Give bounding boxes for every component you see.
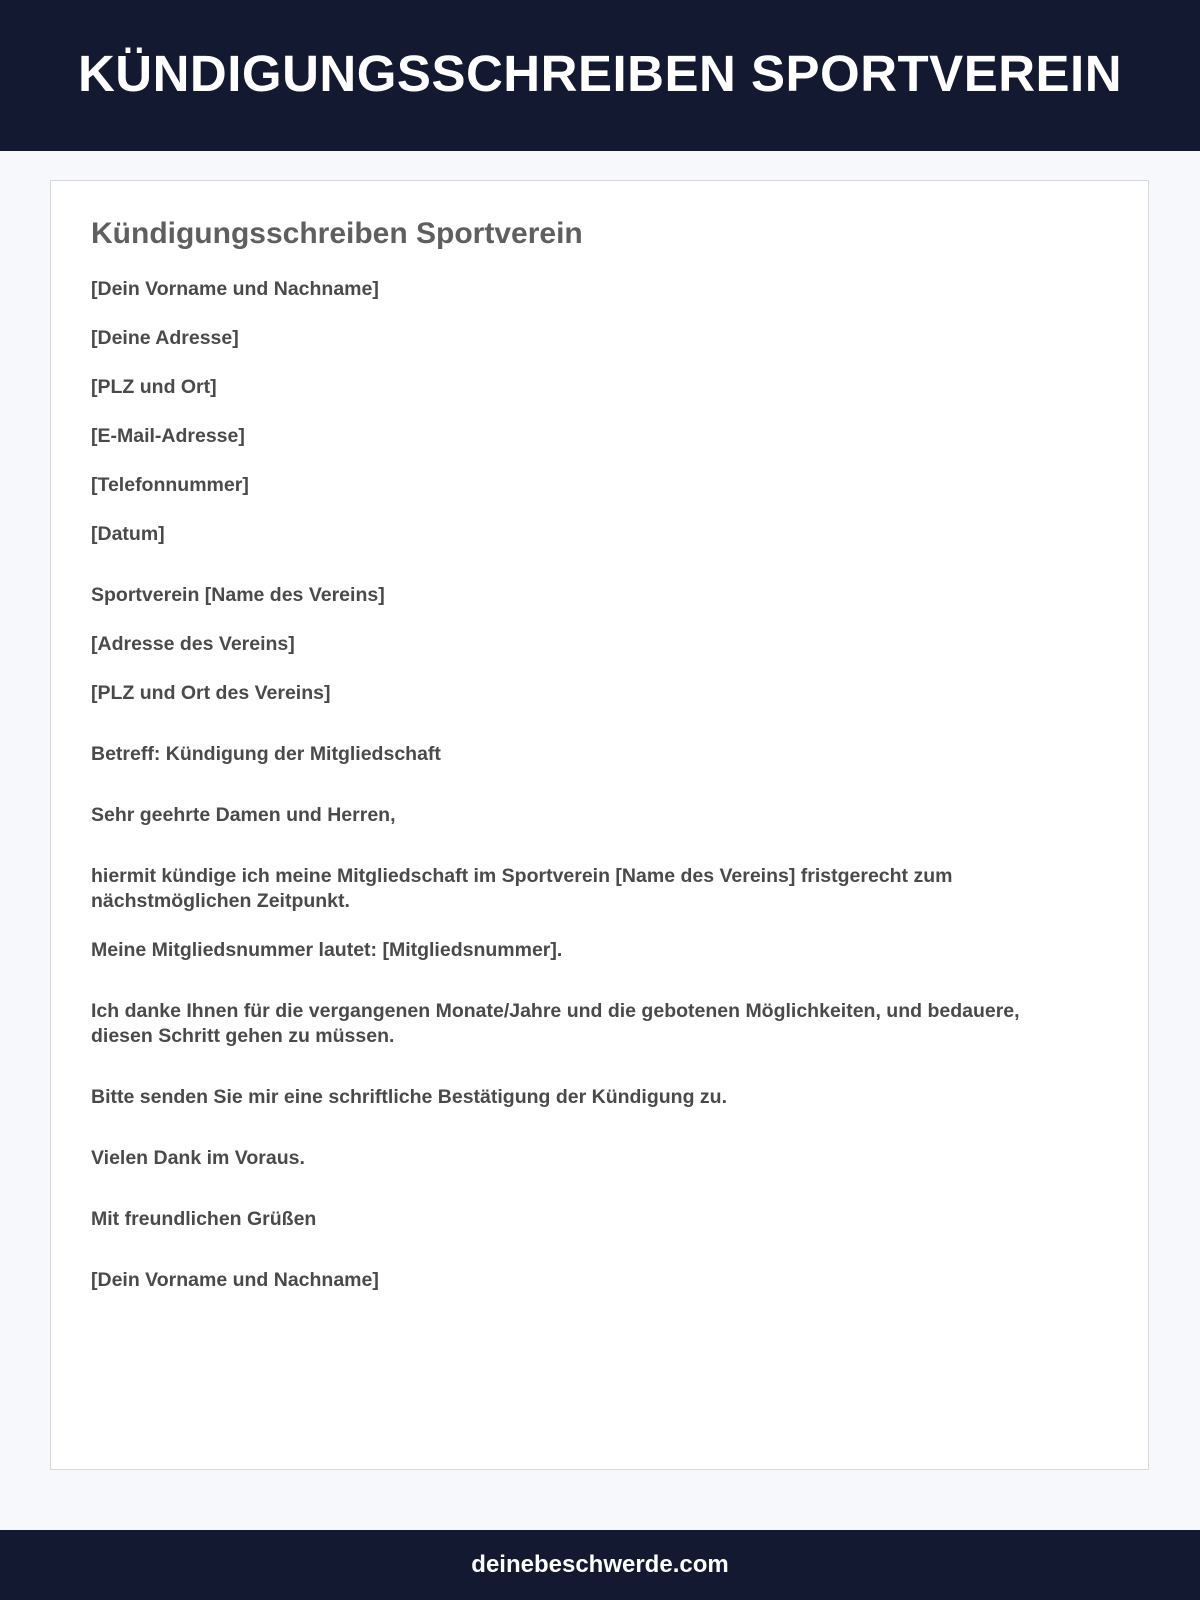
letter-closing: Mit freundlichen Grüßen [91, 1208, 317, 1230]
page-footer [0, 1530, 1200, 1600]
body-paragraph-3: Ich danke Ihnen für die vergangenen Monate/Jahre und die gebotenen Möglichkeiten, und bedauere, diesen Schritt gehen zu müssen. [91, 1000, 1020, 1047]
letter-subject: Betreff: Kündigung der Mitgliedschaft [91, 743, 441, 765]
letter-thanks: Vielen Dank im Voraus. [91, 1147, 305, 1169]
body-paragraph-1: hiermit kündige ich meine Mitgliedschaft im Sportverein [Name des Vereins] fristgerecht zum nächstmöglichen Zeitpunkt. [91, 865, 953, 912]
recipient-city: [PLZ und Ort des Vereins] [91, 682, 331, 704]
recipient-address: [Adresse des Vereins] [91, 633, 295, 655]
letter-date: [Datum] [91, 523, 165, 545]
letter-title: Kündigungsschreiben Sportverein [91, 217, 583, 250]
letter-signature: [Dein Vorname und Nachname] [91, 1269, 379, 1291]
page-header [0, 0, 1200, 151]
sender-name: [Dein Vorname und Nachname] [91, 278, 379, 300]
sender-address: [Deine Adresse] [91, 327, 239, 349]
body-paragraph-2: Meine Mitgliedsnummer lautet: [Mitgliedsnummer]. [91, 939, 563, 961]
sender-email: [E-Mail-Adresse] [91, 425, 245, 447]
letter-card [50, 180, 1149, 1470]
body-paragraph-4: Bitte senden Sie mir eine schriftliche Bestätigung der Kündigung zu. [91, 1086, 727, 1108]
sender-city: [PLZ und Ort] [91, 376, 217, 398]
recipient-name: Sportverein [Name des Vereins] [91, 584, 385, 606]
page-title: KÜNDIGUNGSSCHREIBEN SPORTVEREIN [77, 45, 1123, 102]
sender-phone: [Telefonnummer] [91, 474, 249, 496]
letter-salutation: Sehr geehrte Damen und Herren, [91, 804, 396, 826]
footer-site: deinebeschwerde.com [471, 1551, 729, 1578]
